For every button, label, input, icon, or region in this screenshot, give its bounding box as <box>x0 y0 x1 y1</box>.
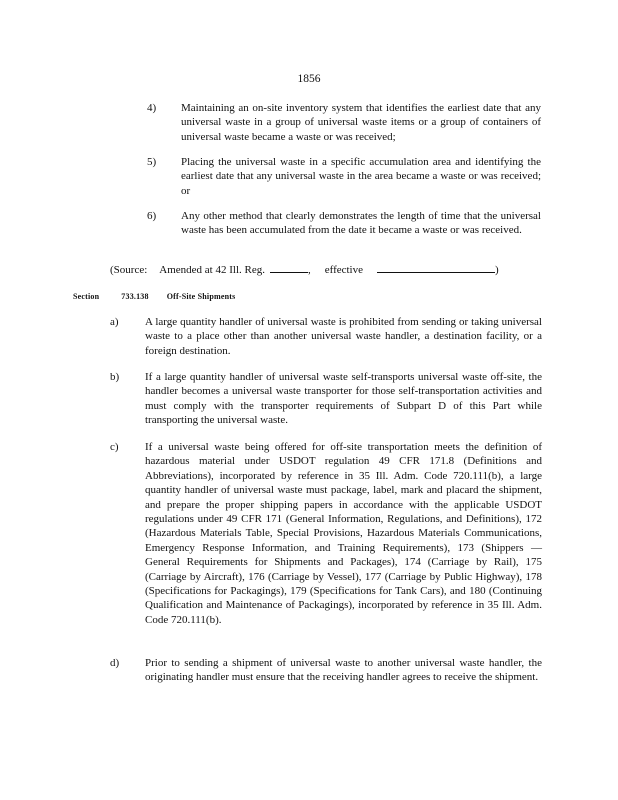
source-open: (Source: <box>110 264 148 276</box>
section-number: 733.138 <box>121 292 149 301</box>
section-item-d <box>110 656 542 685</box>
section-item-b <box>110 370 542 428</box>
effective-date-blank <box>377 262 495 273</box>
list-item-4 <box>147 101 541 144</box>
register-blank <box>270 262 308 273</box>
section-title: Off-Site Shipments <box>166 292 236 301</box>
list-item-6 <box>147 209 541 238</box>
section-label: Section <box>73 292 100 301</box>
section-item-text: If a universal waste being offered for off-site transportation meets the definition of hazardous material under USDOT regulation 49 CFR 171.8 (Definitions and Abbreviations), incorporated by reference in 35 Ill. Adm. Code 720.111(b), a large quantity handler of universal waste must package, label, mark and placard the shipment, and prepare the proper shipping papers in accordance with the applicable USDOT regulations under 49 CFR 171 (General Information, Regulations, and Definitions), 172 (Hazardous Materials Table, Special Provisions, Hazardous Materials Communications, Emergency Response Information, and Training Requirements), 173 (Shippers — General Requirements for Shipments and Packages), 174 (Carriage by Rail), 175 (Carriage by Aircraft), 176 (Carriage by Vessel), 177 (Carriage by Public Highway), 178 (Specifications for Packagings), 179 (Specifications for Tank Cars), and 180 (Continuing Qualification and Maintenance of Packagings), incorporated by reference in 35 Ill. Adm. Code 720.111(b). <box>145 441 542 626</box>
section-item-letter: b) <box>110 371 120 383</box>
section-item-text: Prior to sending a shipment of universal waste to another universal waste handler, the originating handler must ensure that the receiving handler agrees to receive the shipment. <box>145 657 542 684</box>
section-item-text: If a large quantity handler of universal waste self-transports universal waste off-site, the handler becomes a universal waste transporter for those self-transportation activities and must comply with the transporter requirements of Subpart D of this Part while transporting the universal waste. <box>145 371 542 427</box>
source-note <box>110 262 499 277</box>
source-effective: effective <box>324 264 363 276</box>
list-item-text: Placing the universal waste in a specific accumulation area and identifying the earliest date that any universal waste in the area became a waste or was received; or <box>181 156 541 197</box>
list-item-number: 5) <box>147 156 157 168</box>
list-item-text: Maintaining an on-site inventory system that identifies the earliest date that any universal waste in a group of universal waste items or a group of containers of universal waste became a waste or was received; <box>181 102 541 143</box>
section-item-text: A large quantity handler of universal waste is prohibited from sending or taking universal waste to a place other than another universal waste handler, a destination facility, or a foreign destination. <box>145 316 542 357</box>
page-number: 1856 <box>297 73 321 85</box>
section-item-letter: d) <box>110 657 120 669</box>
section-item-letter: c) <box>110 441 119 453</box>
list-item-number: 4) <box>147 102 157 114</box>
list-item-5 <box>147 155 541 198</box>
section-item-a <box>110 315 542 358</box>
section-heading <box>73 290 235 304</box>
source-close: ) <box>495 264 499 276</box>
section-item-letter: a) <box>110 316 119 328</box>
source-amended: Amended at 42 Ill. Reg. <box>159 264 265 276</box>
source-comma: , <box>307 264 311 276</box>
section-item-c <box>110 440 542 627</box>
list-item-text: Any other method that clearly demonstrates the length of time that the universal waste has been accumulated from the date it became a waste or was received. <box>181 210 541 237</box>
list-item-number: 6) <box>147 210 157 222</box>
